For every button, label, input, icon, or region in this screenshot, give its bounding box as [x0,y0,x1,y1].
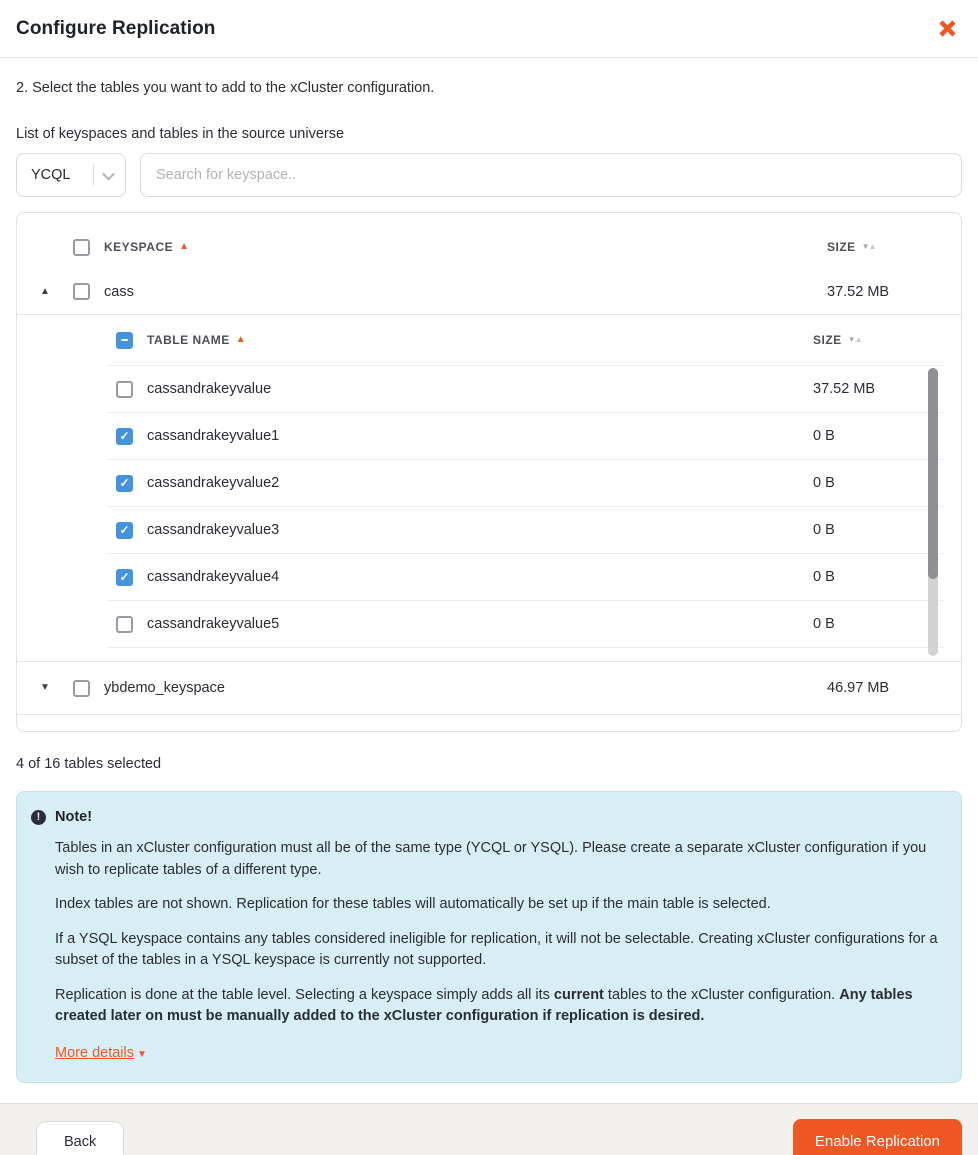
note-body [55,838,941,1062]
note-paragraph-ysql: If a YSQL keyspace contains any tables considered ineligible for replication, it will not be selectable. Creating xCluster configurations for a subset of the tables in a YSQL keyspace is currently not supported. [55,930,938,968]
table-size: 37.52 MB [813,381,876,397]
vertical-scrollbar[interactable] [928,368,938,656]
keyspace-name: cass [104,283,134,300]
back-button[interactable]: Back [36,1121,124,1155]
more-details-link[interactable] [55,1045,147,1061]
source-universe-label: List of keyspaces and tables in the source universe [16,126,345,142]
table-row[interactable] [106,413,945,460]
table-checkbox[interactable] [116,381,133,398]
table-checkbox[interactable]: ✓ [116,428,133,445]
note-header [31,809,941,825]
table-row[interactable] [106,601,945,648]
keyspace-table [16,212,962,732]
sort-asc-icon: ▲ [179,241,190,252]
table-row[interactable] [106,366,945,413]
close-icon [937,27,958,42]
note-paragraph-type: Tables in an xCluster configuration must all be of the same type (YCQL or YSQL). Please create a separate xCluster configuration if you wish to replicate tables of a different type. [55,840,927,878]
card-bottom-padding [17,715,961,731]
tables-scroll-area[interactable] [106,365,945,658]
table-name: cassandrakeyvalue [147,381,272,397]
modal-header [0,0,978,58]
table-checkbox[interactable]: ✓ [116,569,133,586]
table-size-column-header[interactable] [813,333,945,347]
table-size: 0 B [813,475,835,491]
sort-both-icon: ▼▲ [847,335,862,344]
note-title: Note! [55,809,93,825]
table-size: 0 B [813,428,835,444]
note-p4-text1: Replication is done at the table level. Selecting a keyspace simply adds all its [55,986,554,1003]
table-size-header-label: SIZE [813,333,842,347]
table-row[interactable] [106,507,945,554]
api-type-select[interactable] [16,153,126,197]
table-name: cassandrakeyvalue3 [147,522,280,538]
note-p4-text2: tables to the xCluster configuration. [603,986,840,1003]
table-size: 0 B [813,569,835,585]
keyspace-search-input[interactable] [140,153,962,197]
table-name-column-header[interactable] [147,333,246,347]
keyspace-size: 46.97 MB [827,680,890,696]
info-icon: ! [31,810,46,825]
note-box [16,791,962,1083]
select-divider [93,164,94,186]
keyspace-row-cass[interactable] [17,269,961,315]
table-checkbox[interactable]: ✓ [116,475,133,492]
table-row[interactable] [106,460,945,507]
step-instruction: 2. Select the tables you want to add to the xCluster configuration. [16,80,435,96]
size-column-header[interactable] [827,240,961,254]
table-size: 0 B [813,616,835,632]
selection-summary: 4 of 16 tables selected [16,756,162,772]
table-checkbox[interactable] [116,616,133,633]
sort-both-icon: ▼▲ [861,242,876,251]
note-paragraph-index-tables: Index tables are not shown. Replication for these tables will automatically be set up if the main table is selected. [55,896,771,912]
keyspace-row-ybdemo[interactable] [17,661,961,715]
keyspace-cass-checkbox[interactable] [73,283,90,300]
select-all-keyspaces-checkbox[interactable] [73,239,90,256]
note-p4-bold2: Any tables created later on must be manually added to the xCluster configuration if replication is desired. [55,986,913,1024]
keyspace-ybdemo-checkbox[interactable] [73,680,90,697]
table-size: 0 B [813,522,835,538]
table-row[interactable] [106,554,945,601]
caret-down-icon: ▼ [136,1048,147,1060]
table-checkbox[interactable]: ✓ [116,522,133,539]
close-button[interactable] [933,14,962,43]
table-name-header-label: TABLE NAME [147,333,230,347]
chevron-down-icon [102,167,115,180]
keyspace-column-header[interactable] [104,240,190,254]
api-type-value: YCQL [31,167,71,183]
filter-controls [16,153,962,197]
keyspace-table-header-row [17,225,961,269]
sort-asc-icon: ▲ [235,334,247,345]
tables-subtable [106,315,945,658]
scrollbar-thumb[interactable] [928,368,938,579]
note-paragraph-table-level [55,985,941,1028]
table-name: cassandrakeyvalue1 [147,428,280,444]
select-all-tables-checkbox[interactable] [116,332,133,349]
keyspace-name: ybdemo_keyspace [104,680,225,696]
enable-replication-button[interactable]: Enable Replication [793,1119,962,1155]
keyspace-size: 37.52 MB [827,283,890,300]
note-p4-bold1: current [553,986,604,1003]
keyspace-header-label: KEYSPACE [104,240,174,254]
expand-caret-icon[interactable]: ▼ [40,682,50,693]
modal-footer [0,1103,978,1155]
table-name: cassandrakeyvalue2 [147,475,280,491]
tables-subtable-header-row [106,315,945,365]
more-details-label: More details [55,1044,134,1061]
collapse-caret-icon[interactable]: ▲ [40,285,50,297]
modal-title: Configure Replication [16,17,216,39]
modal-body [0,58,978,1083]
size-header-label: SIZE [827,240,856,254]
table-name: cassandrakeyvalue5 [147,616,280,632]
table-name: cassandrakeyvalue4 [147,569,280,585]
